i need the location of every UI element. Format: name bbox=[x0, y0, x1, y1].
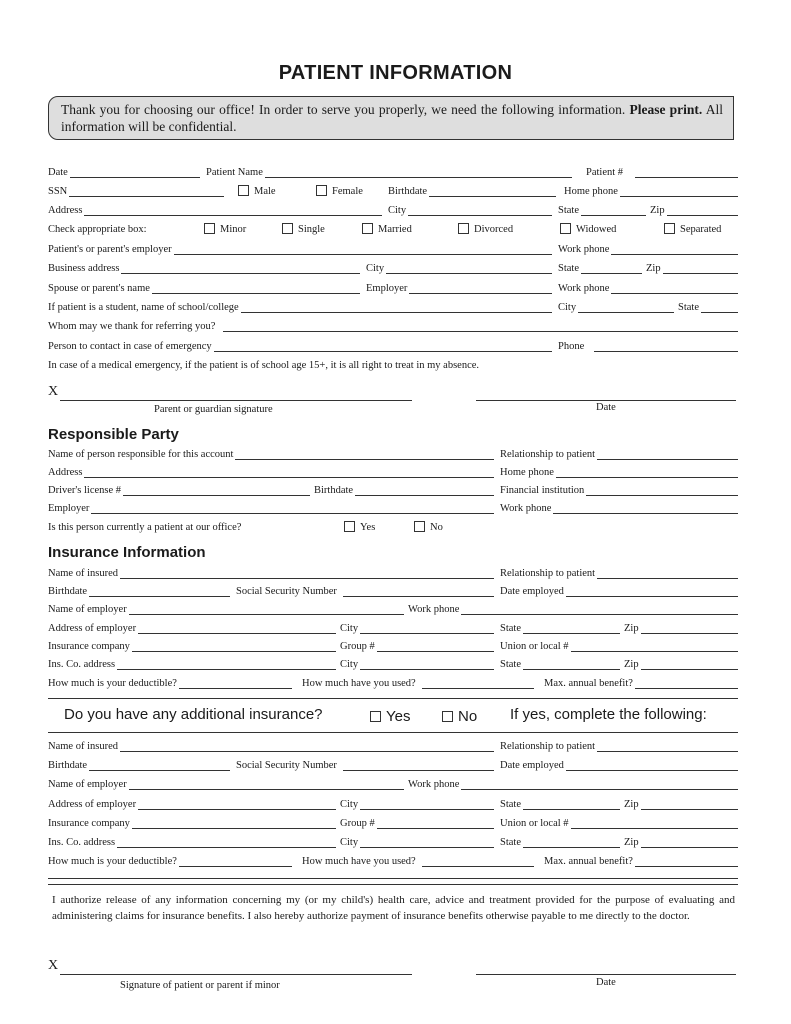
row-status bbox=[48, 221, 738, 237]
row-ins2-company bbox=[48, 815, 738, 831]
ins-co-state-label: State bbox=[500, 659, 521, 670]
business-zip-label: Zip bbox=[646, 263, 661, 274]
business-city-label: City bbox=[366, 263, 385, 274]
ins2-name-label: Name of insured bbox=[48, 741, 118, 752]
divider-top bbox=[48, 698, 738, 699]
work-phone-label: Work phone bbox=[558, 244, 610, 255]
ins2-work-phone-label: Work phone bbox=[408, 779, 460, 790]
responsible-party-heading: Responsible Party bbox=[48, 426, 179, 443]
ins2-birthdate-label: Birthdate bbox=[48, 760, 88, 771]
business-address-field[interactable] bbox=[121, 262, 360, 274]
resp-current-label: Is this person currently a patient at our office? bbox=[48, 522, 242, 533]
additional-question: Do you have any additional insurance? bbox=[64, 706, 323, 723]
resp-yes-checkbox[interactable] bbox=[344, 519, 375, 535]
ins2-co-address-field[interactable] bbox=[117, 836, 336, 848]
ins2-address-label: Address of employer bbox=[48, 799, 137, 810]
resp-employer-field[interactable] bbox=[91, 502, 494, 514]
ins-relationship-field[interactable] bbox=[597, 567, 738, 579]
patient-num-label: Patient # bbox=[586, 167, 624, 178]
ins-co-state-field[interactable] bbox=[523, 658, 620, 670]
row-ins-co-address bbox=[48, 656, 738, 672]
female-label: Female bbox=[332, 186, 363, 197]
ins2-union-label: Union or local # bbox=[500, 818, 569, 829]
ins-deductible-label: How much is your deductible? bbox=[48, 678, 177, 689]
school-state-label: State bbox=[678, 302, 699, 313]
ins2-used-label: How much have you used? bbox=[302, 856, 416, 867]
ins2-company-field[interactable] bbox=[132, 817, 336, 829]
signature-date-label: Date bbox=[596, 977, 616, 988]
row-business-address bbox=[48, 260, 738, 276]
row-ins2-deductible bbox=[48, 853, 738, 869]
row-spouse bbox=[48, 280, 738, 296]
zip-field[interactable] bbox=[667, 204, 738, 216]
business-state-label: State bbox=[558, 263, 579, 274]
guardian-date-label: Date bbox=[596, 402, 616, 413]
row-student bbox=[48, 299, 738, 315]
ins-max-field[interactable] bbox=[635, 677, 738, 689]
row-ins2-birthdate bbox=[48, 757, 738, 773]
intro-box bbox=[48, 96, 734, 140]
ins2-ssn-label: Social Security Number bbox=[236, 760, 337, 771]
resp-home-phone-field[interactable] bbox=[556, 466, 738, 478]
row-resp-license bbox=[48, 482, 738, 498]
male-checkbox[interactable] bbox=[238, 183, 276, 199]
divider-auth-1 bbox=[48, 878, 738, 879]
ins-company-field[interactable] bbox=[132, 640, 336, 652]
spouse-employer-field[interactable] bbox=[409, 282, 552, 294]
ins2-used-field[interactable] bbox=[422, 855, 534, 867]
school-state-field[interactable] bbox=[701, 301, 738, 313]
signature-x-mark: X bbox=[48, 958, 59, 973]
patient-name-field[interactable] bbox=[265, 166, 572, 178]
ins-max-label: Max. annual benefit? bbox=[544, 678, 633, 689]
address-field[interactable] bbox=[84, 204, 382, 216]
ssn-label: SSN bbox=[48, 186, 68, 197]
row-employer bbox=[48, 241, 738, 257]
ins-co-city-field[interactable] bbox=[360, 658, 494, 670]
resp-home-phone-label: Home phone bbox=[500, 467, 554, 478]
resp-name-label: Name of person responsible for this account bbox=[48, 449, 234, 460]
ins-work-phone-field[interactable] bbox=[461, 603, 738, 615]
additional-no-label: No bbox=[458, 708, 478, 725]
ins-date-employed-field[interactable] bbox=[566, 585, 738, 597]
ins2-co-zip-label: Zip bbox=[624, 837, 639, 848]
ins2-work-phone-field[interactable] bbox=[461, 778, 738, 790]
school-city-field[interactable] bbox=[578, 301, 674, 313]
address-label: Address bbox=[48, 205, 83, 216]
ins2-company-label: Insurance company bbox=[48, 818, 130, 829]
referral-field[interactable] bbox=[223, 320, 738, 332]
ins-city-field[interactable] bbox=[360, 622, 494, 634]
ins-deductible-field[interactable] bbox=[179, 677, 292, 689]
ins-union-field[interactable] bbox=[571, 640, 738, 652]
ins2-birthdate-field[interactable] bbox=[89, 759, 230, 771]
resp-no-label: No bbox=[430, 522, 443, 533]
student-field[interactable] bbox=[241, 301, 552, 313]
ins2-relationship-field[interactable] bbox=[597, 740, 738, 752]
spouse-field[interactable] bbox=[152, 282, 360, 294]
ins-date-employed-label: Date employed bbox=[500, 586, 564, 597]
ins2-date-employed-label: Date employed bbox=[500, 760, 564, 771]
resp-no-checkbox[interactable] bbox=[414, 519, 443, 535]
resp-financial-label: Financial institution bbox=[500, 485, 585, 496]
resp-address-field[interactable] bbox=[84, 466, 494, 478]
home-phone-label: Home phone bbox=[564, 186, 618, 197]
resp-license-label: Driver's license # bbox=[48, 485, 122, 496]
resp-relationship-label: Relationship to patient bbox=[500, 449, 596, 460]
row-ins2-employer bbox=[48, 776, 738, 792]
guardian-signature-label: Parent or guardian signature bbox=[154, 404, 273, 415]
ins-group-label: Group # bbox=[340, 641, 375, 652]
date-label: Date bbox=[48, 167, 68, 178]
row-ins-address bbox=[48, 620, 738, 636]
ins2-co-zip-field[interactable] bbox=[641, 836, 738, 848]
row-date-name bbox=[48, 164, 738, 180]
resp-financial-field[interactable] bbox=[586, 484, 738, 496]
ins2-group-field[interactable] bbox=[377, 817, 494, 829]
ins2-date-employed-field[interactable] bbox=[566, 759, 738, 771]
ins2-co-city-label: City bbox=[340, 837, 359, 848]
row-ssn bbox=[48, 183, 738, 199]
row-resp-name bbox=[48, 446, 738, 462]
ins-state-field[interactable] bbox=[523, 622, 620, 634]
resp-license-field[interactable] bbox=[123, 484, 310, 496]
row-consent bbox=[48, 357, 738, 373]
single-checkbox[interactable] bbox=[282, 221, 325, 237]
emergency-field[interactable] bbox=[214, 340, 552, 352]
additional-insurance-row bbox=[48, 706, 738, 728]
ins-name-field[interactable] bbox=[120, 567, 494, 579]
intro-bold: Please print. bbox=[629, 102, 703, 117]
emergency-label: Person to contact in case of emergency bbox=[48, 341, 212, 352]
ins-co-city-label: City bbox=[340, 659, 359, 670]
ins2-zip-field[interactable] bbox=[641, 798, 738, 810]
ins-co-zip-label: Zip bbox=[624, 659, 639, 670]
ins2-employer-field[interactable] bbox=[129, 778, 404, 790]
married-label: Married bbox=[378, 224, 412, 235]
state-label: State bbox=[558, 205, 579, 216]
ins2-deductible-label: How much is your deductible? bbox=[48, 856, 177, 867]
ins-company-label: Insurance company bbox=[48, 641, 130, 652]
ins2-co-city-field[interactable] bbox=[360, 836, 494, 848]
ins-work-phone-label: Work phone bbox=[408, 604, 460, 615]
business-state-field[interactable] bbox=[581, 262, 642, 274]
row-ins-name bbox=[48, 565, 738, 581]
resp-employer-label: Employer bbox=[48, 503, 90, 514]
spouse-label: Spouse or parent's name bbox=[48, 283, 150, 294]
ins-state-label: State bbox=[500, 623, 521, 634]
patient-signature-label: Signature of patient or parent if minor bbox=[120, 980, 280, 991]
patient-num-field[interactable] bbox=[635, 166, 738, 178]
page-title: PATIENT INFORMATION bbox=[278, 62, 513, 84]
row-resp-address bbox=[48, 464, 738, 480]
ins-address-label: Address of employer bbox=[48, 623, 137, 634]
separated-label: Separated bbox=[680, 224, 722, 235]
ins2-co-state-field[interactable] bbox=[523, 836, 620, 848]
intro-text-2: All information will be confidential. bbox=[61, 102, 723, 134]
ins2-co-address-label: Ins. Co. address bbox=[48, 837, 116, 848]
ins-city-label: City bbox=[340, 623, 359, 634]
resp-work-phone-label: Work phone bbox=[500, 503, 552, 514]
row-ins-birthdate bbox=[48, 583, 738, 599]
ins2-zip-label: Zip bbox=[624, 799, 639, 810]
single-label: Single bbox=[298, 224, 325, 235]
consent-text: In case of a medical emergency, if the patient is of school age 15+, it is all right to treat in my absence. bbox=[48, 360, 480, 371]
ins2-city-field[interactable] bbox=[360, 798, 494, 810]
ins2-max-label: Max. annual benefit? bbox=[544, 856, 633, 867]
widowed-label: Widowed bbox=[576, 224, 617, 235]
emergency-phone-label: Phone bbox=[558, 341, 585, 352]
resp-work-phone-field[interactable] bbox=[553, 502, 738, 514]
row-ins-deductible bbox=[48, 675, 738, 691]
ins2-deductible-field[interactable] bbox=[179, 855, 292, 867]
divider-auth-2 bbox=[48, 884, 738, 885]
business-address-label: Business address bbox=[48, 263, 120, 274]
school-city-label: City bbox=[558, 302, 577, 313]
guardian-signature-line[interactable] bbox=[60, 400, 412, 401]
ins-address-field[interactable] bbox=[138, 622, 336, 634]
row-resp-current bbox=[48, 519, 738, 535]
resp-address-label: Address bbox=[48, 467, 83, 478]
ins2-employer-label: Name of employer bbox=[48, 779, 127, 790]
resp-birthdate-label: Birthdate bbox=[314, 485, 354, 496]
signature-date-line[interactable] bbox=[476, 974, 736, 975]
guardian-x-mark: X bbox=[48, 384, 59, 399]
divorced-label: Divorced bbox=[474, 224, 514, 235]
row-referral bbox=[48, 318, 738, 334]
ins2-name-field[interactable] bbox=[120, 740, 494, 752]
work-phone-field[interactable] bbox=[611, 243, 738, 255]
state-field[interactable] bbox=[581, 204, 646, 216]
additional-yes-label: Yes bbox=[386, 708, 411, 725]
spouse-work-phone-field[interactable] bbox=[611, 282, 738, 294]
ins2-group-label: Group # bbox=[340, 818, 375, 829]
ins2-city-label: City bbox=[340, 799, 359, 810]
male-label: Male bbox=[254, 186, 276, 197]
ins2-union-field[interactable] bbox=[571, 817, 738, 829]
resp-relationship-field[interactable] bbox=[597, 448, 738, 460]
female-checkbox[interactable] bbox=[316, 183, 363, 199]
authorization-text: I authorize release of any information concerning my (or my child's) health care, advice and treatment provided for the purpose of evaluating and administering claims for insurance benefits. I also hereby authorize payment of insurance benefits otherwise payable to me directly to the doctor. bbox=[52, 894, 735, 922]
row-emergency bbox=[48, 338, 738, 354]
ssn-field[interactable] bbox=[69, 185, 224, 197]
minor-checkbox[interactable] bbox=[204, 221, 246, 237]
ins2-relationship-label: Relationship to patient bbox=[500, 741, 596, 752]
business-city-field[interactable] bbox=[386, 262, 552, 274]
ins2-state-field[interactable] bbox=[523, 798, 620, 810]
city-field[interactable] bbox=[408, 204, 552, 216]
student-label: If patient is a student, name of school/college bbox=[48, 302, 239, 313]
row-ins2-address bbox=[48, 796, 738, 812]
patient-signature-line[interactable] bbox=[60, 974, 412, 975]
ins2-address-field[interactable] bbox=[138, 798, 336, 810]
additional-yes-checkbox[interactable] bbox=[370, 708, 410, 725]
minor-label: Minor bbox=[220, 224, 247, 235]
married-checkbox[interactable] bbox=[362, 221, 412, 237]
spouse-work-phone-label: Work phone bbox=[558, 283, 610, 294]
ins-used-label: How much have you used? bbox=[302, 678, 416, 689]
birthdate-label: Birthdate bbox=[388, 186, 428, 197]
ins-co-zip-field[interactable] bbox=[641, 658, 738, 670]
resp-birthdate-field[interactable] bbox=[355, 484, 494, 496]
guardian-date-line[interactable] bbox=[476, 400, 736, 401]
referral-label: Whom may we thank for referring you? bbox=[48, 321, 216, 332]
ins-co-address-field[interactable] bbox=[117, 658, 336, 670]
ins2-ssn-field[interactable] bbox=[343, 759, 494, 771]
ins-co-address-label: Ins. Co. address bbox=[48, 659, 116, 670]
ins-employer-label: Name of employer bbox=[48, 604, 127, 615]
ins-ssn-field[interactable] bbox=[343, 585, 494, 597]
patient-name-label: Patient Name bbox=[206, 167, 263, 178]
intro-text: Thank you for choosing our office! In order to serve you properly, we need the following information. bbox=[61, 102, 626, 117]
ins2-max-field[interactable] bbox=[635, 855, 738, 867]
ins-relationship-label: Relationship to patient bbox=[500, 568, 596, 579]
resp-name-field[interactable] bbox=[235, 448, 494, 460]
additional-ifyes: If yes, complete the following: bbox=[510, 706, 707, 723]
zip-label: Zip bbox=[650, 205, 665, 216]
insurance-heading: Insurance Information bbox=[48, 544, 206, 561]
row-ins2-co-address bbox=[48, 834, 738, 850]
home-phone-field[interactable] bbox=[620, 185, 738, 197]
divider-bottom bbox=[48, 732, 738, 733]
city-label: City bbox=[388, 205, 407, 216]
spouse-employer-label: Employer bbox=[366, 283, 408, 294]
emergency-phone-field[interactable] bbox=[594, 340, 738, 352]
row-ins-company bbox=[48, 638, 738, 654]
ins-zip-field[interactable] bbox=[641, 622, 738, 634]
ins-group-field[interactable] bbox=[377, 640, 494, 652]
ins-zip-label: Zip bbox=[624, 623, 639, 634]
ins-union-label: Union or local # bbox=[500, 641, 569, 652]
ins-birthdate-label: Birthdate bbox=[48, 586, 88, 597]
ins-name-label: Name of insured bbox=[48, 568, 118, 579]
check-box-label: Check appropriate box: bbox=[48, 224, 147, 235]
divorced-checkbox[interactable] bbox=[458, 221, 513, 237]
business-zip-field[interactable] bbox=[663, 262, 738, 274]
birthdate-field[interactable] bbox=[429, 185, 556, 197]
ins2-co-state-label: State bbox=[500, 837, 521, 848]
employer-field[interactable] bbox=[174, 243, 552, 255]
row-ins-employer bbox=[48, 601, 738, 617]
ins-ssn-label: Social Security Number bbox=[236, 586, 337, 597]
widowed-checkbox[interactable] bbox=[560, 221, 616, 237]
separated-checkbox[interactable] bbox=[664, 221, 721, 237]
resp-yes-label: Yes bbox=[360, 522, 376, 533]
row-ins2-name bbox=[48, 738, 738, 754]
ins2-state-label: State bbox=[500, 799, 521, 810]
row-address bbox=[48, 202, 738, 218]
ins-used-field[interactable] bbox=[422, 677, 534, 689]
ins-employer-field[interactable] bbox=[129, 603, 404, 615]
date-field[interactable] bbox=[70, 166, 200, 178]
employer-label: Patient's or parent's employer bbox=[48, 244, 172, 255]
row-resp-employer bbox=[48, 500, 738, 516]
ins-birthdate-field[interactable] bbox=[89, 585, 230, 597]
additional-no-checkbox[interactable] bbox=[442, 708, 477, 725]
